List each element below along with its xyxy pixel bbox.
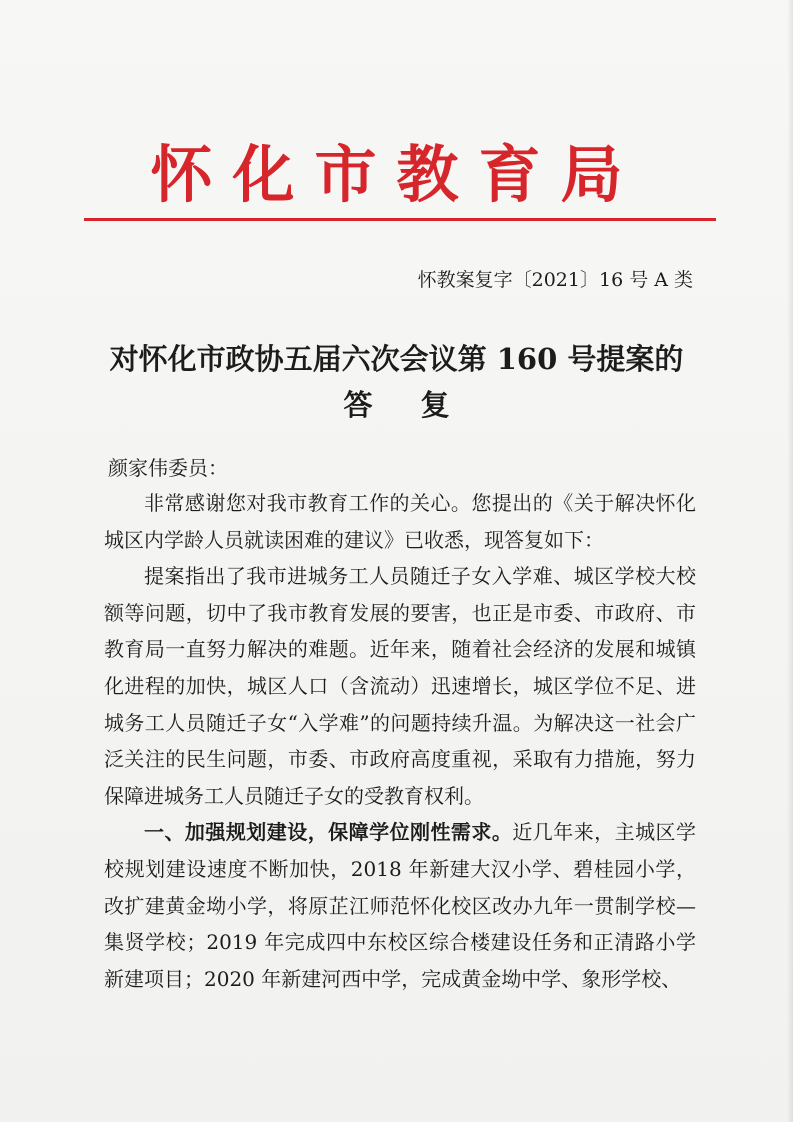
salutation: 颜家伟委员： — [108, 456, 228, 480]
paragraph-thanks: 非常感谢您对我市教育工作的关心。您提出的《关于解决怀化城区内学龄人员就读困难的建议》已收悉，现答复如下： — [104, 491, 696, 552]
section-1-heading: 一、加强规划建设，保障学位刚性需求。 — [144, 820, 513, 845]
title-line-2: 答复 — [343, 388, 498, 422]
letterhead-red-rule — [84, 218, 716, 221]
title-line-1: 对怀化市政协五届六次会议第 160 号提案的 — [109, 342, 684, 376]
document-number: 怀教案复字〔2021〕16 号 A 类 — [417, 269, 693, 291]
paragraph-section-1 — [104, 814, 696, 997]
paragraph-background: 提案指出了我市进城务工人员随迁子女入学难、城区学校大校额等问题，切中了我市教育发展的要害，也正是市委、市政府、市教育局一直努力解决的难题。近年来，随着社会经济的发展和城镇化进程的加快，城区人口（含流动）迅速增长，城区学位不足、进城务工人员随迁子女“入学难”的问题持续升温。为解决这一社会广泛关注的民生问题，市委、市政府高度重视，采取有力措施，努力保障进城务工人员随迁子女的受教育权利。 — [104, 564, 696, 808]
letterhead-org-name: 怀化市教育局 — [150, 138, 643, 211]
section-1-text: 近几年来，主城区学校规划建设速度不断加快，2018 年新建大汉小学、碧桂园小学，改扩建黄金坳小学，将原芷江师范怀化校区改办九年一贯制学校—集贤学校；2019 年完成四中东校区综合楼建设任务和正清路小学新建项目；2020 年新建河西中学，完成黄金坳中学、象形学校、 — [104, 820, 697, 991]
body-text — [104, 485, 696, 997]
document-title — [0, 336, 793, 428]
